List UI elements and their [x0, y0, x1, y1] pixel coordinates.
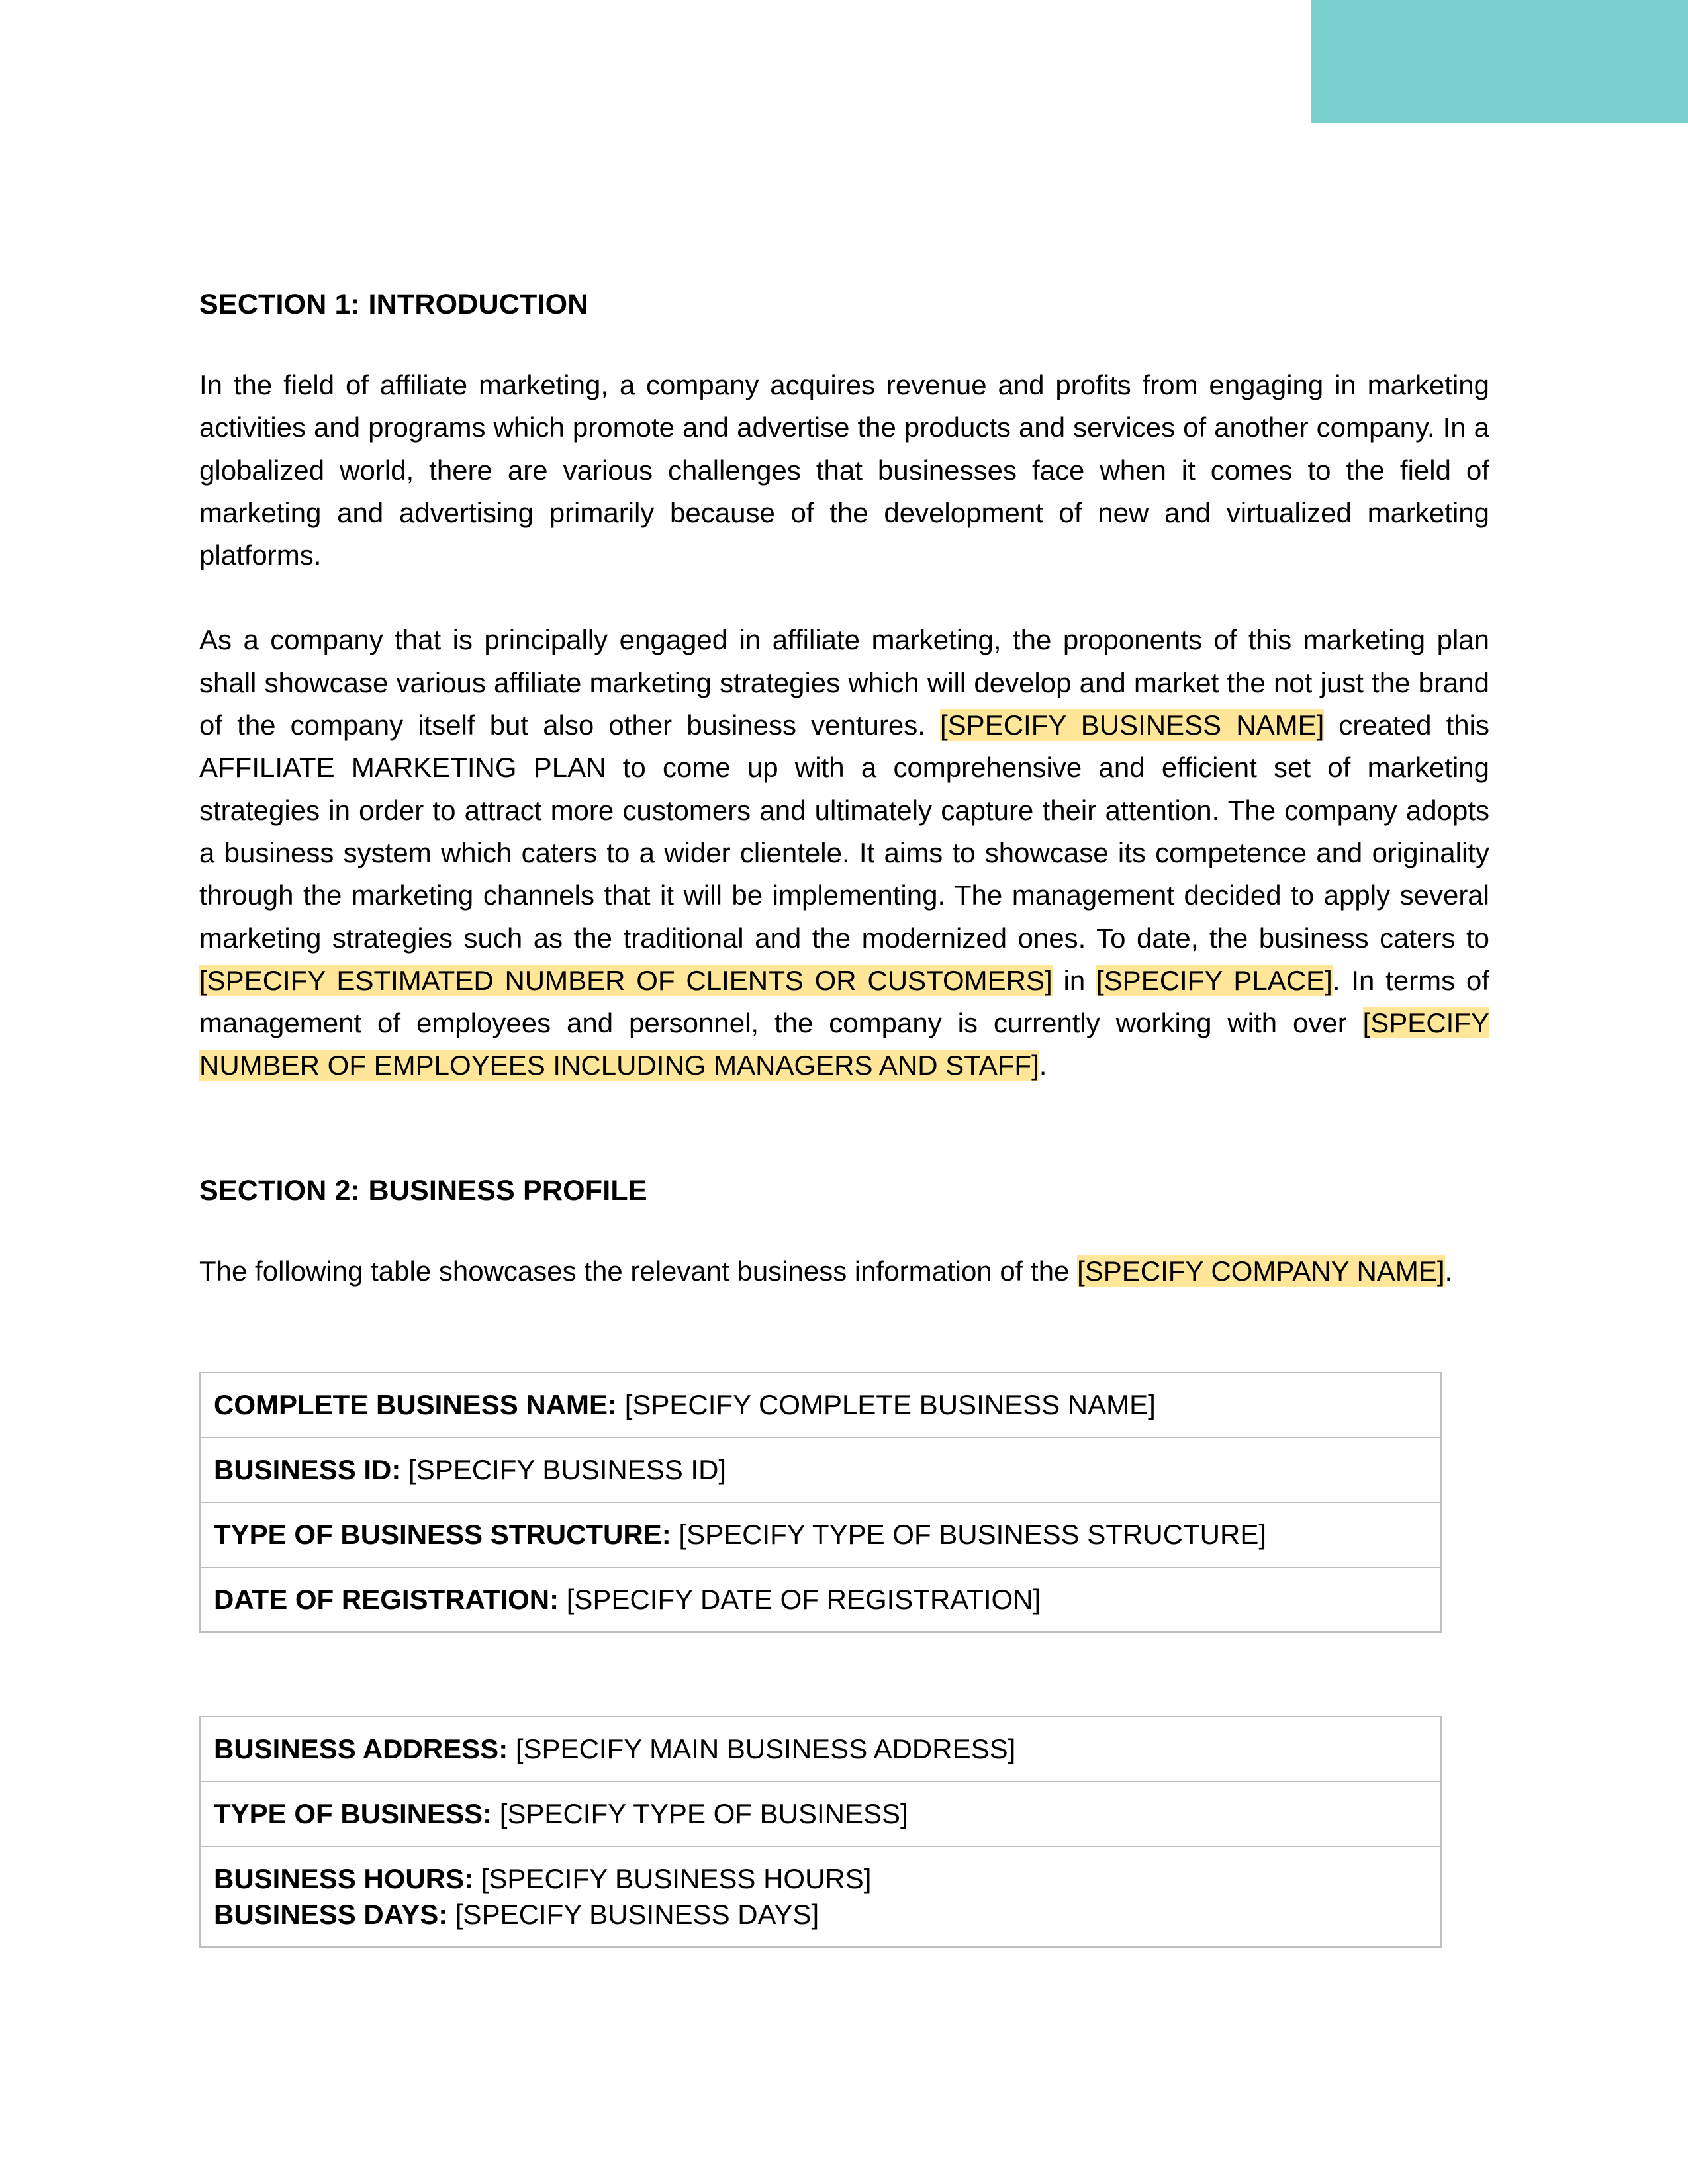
table-row	[200, 1782, 1441, 1846]
field-label: BUSINESS ID:	[214, 1454, 401, 1486]
field-label: BUSINESS HOURS:	[214, 1863, 474, 1895]
business-info-table	[199, 1372, 1442, 1633]
field-value: [SPECIFY DATE OF REGISTRATION]	[559, 1584, 1041, 1615]
days-line	[214, 1897, 1427, 1933]
hours-line	[214, 1861, 1427, 1897]
table-cell[interactable]	[200, 1437, 1441, 1502]
section1-paragraph-2	[199, 619, 1489, 1087]
table-row	[200, 1567, 1441, 1632]
table-row	[200, 1846, 1441, 1947]
table-cell[interactable]	[200, 1846, 1441, 1947]
table-cell[interactable]	[200, 1717, 1441, 1782]
field-label: TYPE OF BUSINESS STRUCTURE:	[214, 1519, 671, 1551]
field-label: COMPLETE BUSINESS NAME:	[214, 1389, 618, 1421]
field-value: [SPECIFY TYPE OF BUSINESS STRUCTURE]	[671, 1519, 1267, 1551]
table-cell[interactable]	[200, 1782, 1441, 1846]
table-row	[200, 1717, 1441, 1782]
field-label: TYPE OF BUSINESS:	[214, 1798, 492, 1830]
placeholder-number-of-clients[interactable]: [SPECIFY ESTIMATED NUMBER OF CLIENTS OR CUSTOMERS]	[199, 964, 1053, 996]
table-cell[interactable]	[200, 1373, 1441, 1437]
section1-heading: SECTION 1: INTRODUCTION	[199, 289, 588, 320]
table-row	[200, 1502, 1441, 1567]
field-value: [SPECIFY BUSINESS ID]	[400, 1454, 727, 1486]
table-row	[200, 1437, 1441, 1502]
text-run: in	[1052, 964, 1096, 996]
field-label: BUSINESS DAYS:	[214, 1899, 448, 1931]
section1-paragraph-1: In the field of affiliate marketing, a company acquires revenue and profits from engaging in marketing activities and programs which promote and advertise the products and services of another company. In a globalized world, there are various challenges that businesses face when it comes to the field of marketing and advertising primarily because of the development of new and virtualized marketing platforms.	[199, 369, 1489, 571]
table-row	[200, 1373, 1441, 1437]
placeholder-business-name[interactable]: [SPECIFY BUSINESS NAME]	[940, 709, 1325, 741]
field-value: [SPECIFY BUSINESS DAYS]	[447, 1899, 820, 1931]
table-cell[interactable]	[200, 1567, 1441, 1632]
placeholder-place[interactable]: [SPECIFY PLACE]	[1096, 964, 1333, 996]
business-location-table	[199, 1716, 1442, 1948]
text-run: The following table showcases the relevant business information of the	[199, 1255, 1078, 1287]
placeholder-number-of-employees[interactable]: [SPECIFY NUMBER OF EMPLOYEES INCLUDING MANAGERS AND STAFF]	[199, 1007, 1489, 1081]
field-value: [SPECIFY COMPLETE BUSINESS NAME]	[617, 1389, 1156, 1421]
text-run: .	[1039, 1050, 1047, 1081]
field-label: DATE OF REGISTRATION:	[214, 1584, 559, 1615]
document-body	[199, 278, 1489, 1948]
text-run: created this AFFILIATE MARKETING PLAN to come up with a comprehensive and efficient set of marketing strategies in order to attract more customers and ultimately capture their attention. The company adopts a business system which caters to a wider clientele. It aims to showcase its competence and originality through the marketing channels that it will be implementing. The management decided to apply several marketing strategies such as the traditional and the modernized ones. To date, the business caters to	[199, 709, 1489, 954]
text-run: As a company that is principally engaged in affiliate marketing, the proponents of this marketing plan shall showcase various affiliate marketing strategies which will develop and market the not just the brand of the company itself but also other business ventures.	[199, 624, 1489, 741]
field-value: [SPECIFY BUSINESS HOURS]	[473, 1863, 872, 1895]
section2-heading: SECTION 2: BUSINESS PROFILE	[199, 1174, 647, 1206]
table-cell[interactable]	[200, 1502, 1441, 1567]
placeholder-company-name[interactable]: [SPECIFY COMPANY NAME]	[1077, 1255, 1445, 1287]
field-value: [SPECIFY TYPE OF BUSINESS]	[492, 1798, 908, 1830]
text-run: .	[1444, 1255, 1453, 1287]
section2-intro	[199, 1250, 1489, 1293]
field-label: BUSINESS ADDRESS:	[214, 1733, 508, 1765]
corner-accent-block	[1311, 0, 1688, 123]
field-value: [SPECIFY MAIN BUSINESS ADDRESS]	[508, 1733, 1016, 1765]
text-run: . In terms of management of employees and personnel, the company is currently working with over	[199, 964, 1490, 1039]
